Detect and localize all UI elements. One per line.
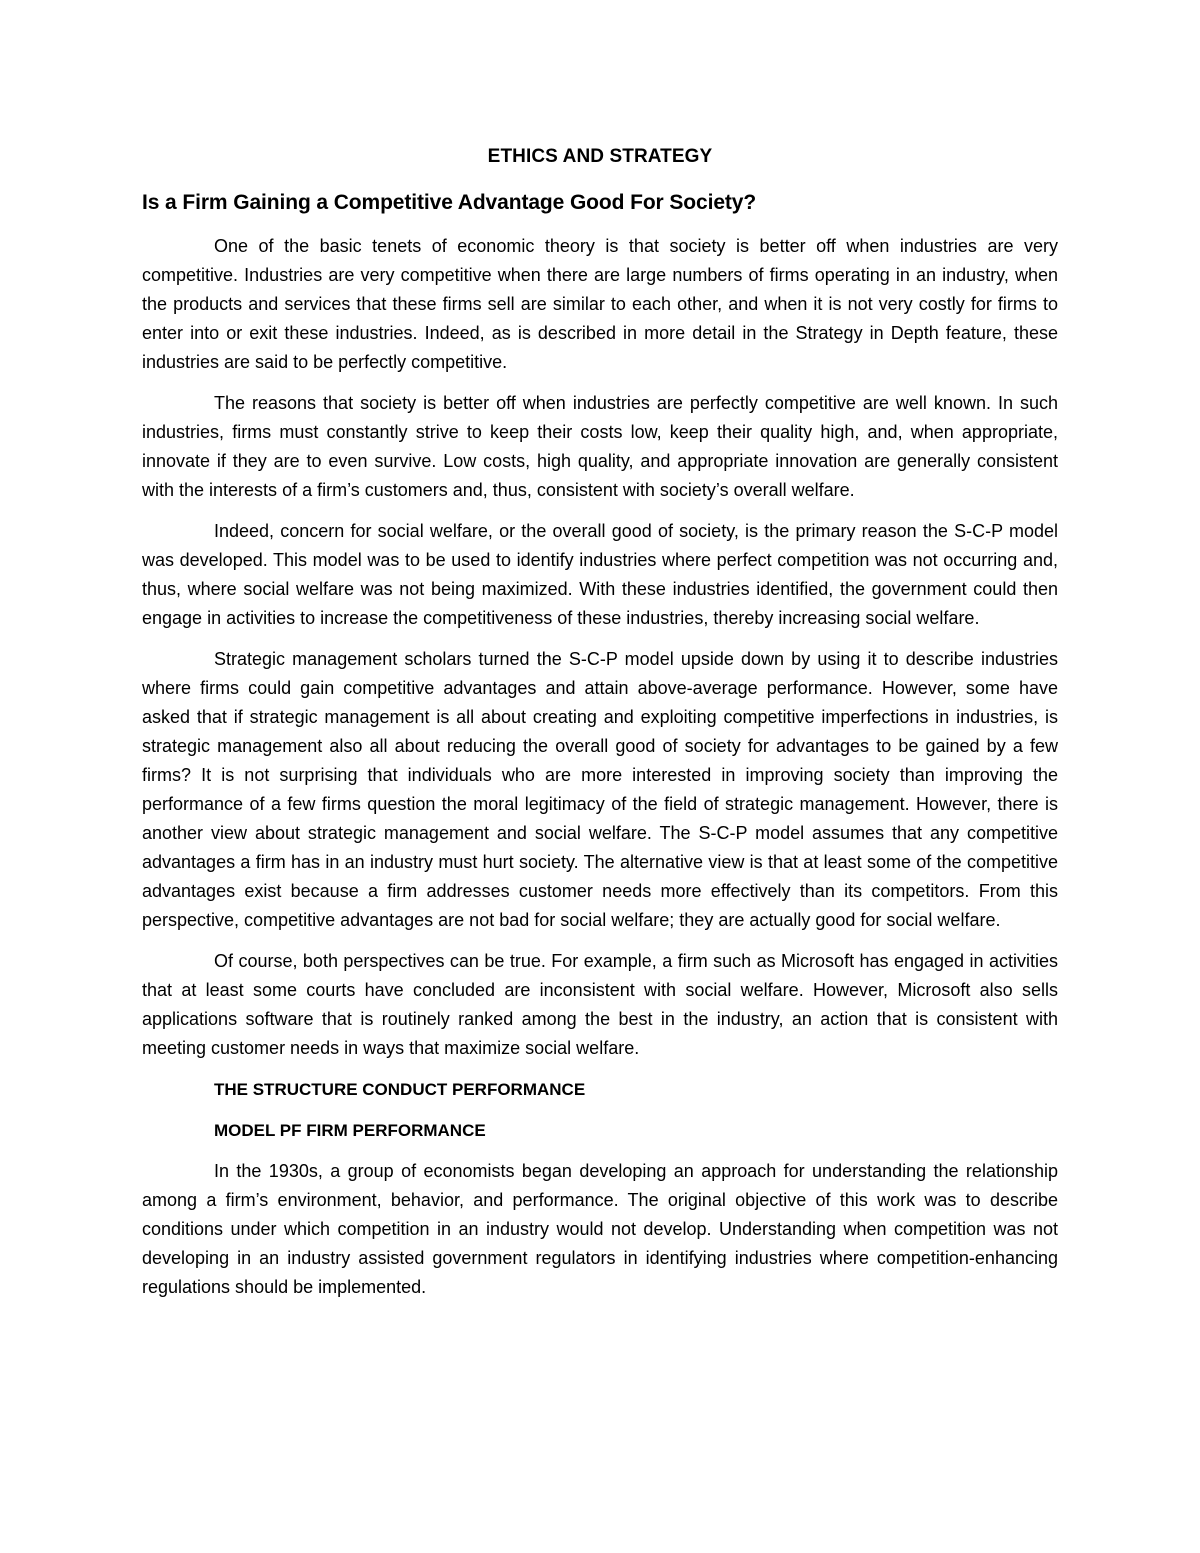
section-heading: THE STRUCTURE CONDUCT PERFORMANCE	[214, 1080, 586, 1099]
document-page	[142, 140, 1058, 1302]
document-subtitle: Is a Firm Gaining a Competitive Advantage Good For Society?	[142, 191, 757, 214]
paragraph: The reasons that society is better off when industries are perfectly competitive are well known. In such industries, firms must constantly strive to keep their costs low, keep their quality high, and, when appropriate, innovate if they are to even survive. Low costs, high quality, and appropriate innovation are generally consistent with the interests of a firm’s customers and, thus, consistent with society’s overall welfare.	[142, 393, 1058, 500]
paragraph: Strategic management scholars turned the S-C-P model upside down by using it to describe industries where firms could gain competitive advantages and attain above-average performance. However, some have asked that if strategic management is all about creating and exploiting competitive imperfections in industries, is strategic management also all about reducing the overall good of society for advantages to be gained by a few firms? It is not surprising that individuals who are more interested in improving society than improving the performance of a few firms question the moral legitimacy of the field of strategic management. However, there is another view about strategic management and social welfare. The S-C-P model assumes that any competitive advantages a firm has in an industry must hurt society. The alternative view is that at least some of the competitive advantages exist because a firm addresses customer needs more effectively than its competitors. From this perspective, competitive advantages are not bad for social welfare; they are actually good for social welfare.	[142, 649, 1058, 930]
paragraph: One of the basic tenets of economic theory is that society is better off when industries are very competitive. Industries are very competitive when there are large numbers of firms operating in an industry, when the products and services that these firms sell are similar to each other, and when it is not very costly for firms to enter into or exit these industries. Indeed, as is described in more detail in the Strategy in Depth feature, these industries are said to be perfectly competitive.	[142, 236, 1058, 372]
paragraph: Indeed, concern for social welfare, or the overall good of society, is the primary reason the S-C-P model was developed. This model was to be used to identify industries where perfect competition was not occurring and, thus, where social welfare was not being maximized. With these industries identified, the government could then engage in activities to increase the competitiveness of these industries, thereby increasing social welfare.	[142, 521, 1058, 628]
document-title: ETHICS AND STRATEGY	[487, 146, 713, 167]
section-heading: MODEL PF FIRM PERFORMANCE	[214, 1121, 486, 1140]
paragraph: In the 1930s, a group of economists began developing an approach for understanding the relationship among a firm’s environment, behavior, and performance. The original objective of this work was to describe conditions under which competition in an industry would not develop. Understanding when competition was not developing in an industry assisted government regulators in identifying industries where competition-enhancing regulations should be implemented.	[142, 1161, 1058, 1297]
paragraph: Of course, both perspectives can be true. For example, a firm such as Microsoft has engaged in activities that at least some courts have concluded are inconsistent with social welfare. However, Microsoft also sells applications software that is routinely ranked among the best in the industry, an action that is consistent with meeting customer needs in ways that maximize social welfare.	[142, 951, 1058, 1058]
